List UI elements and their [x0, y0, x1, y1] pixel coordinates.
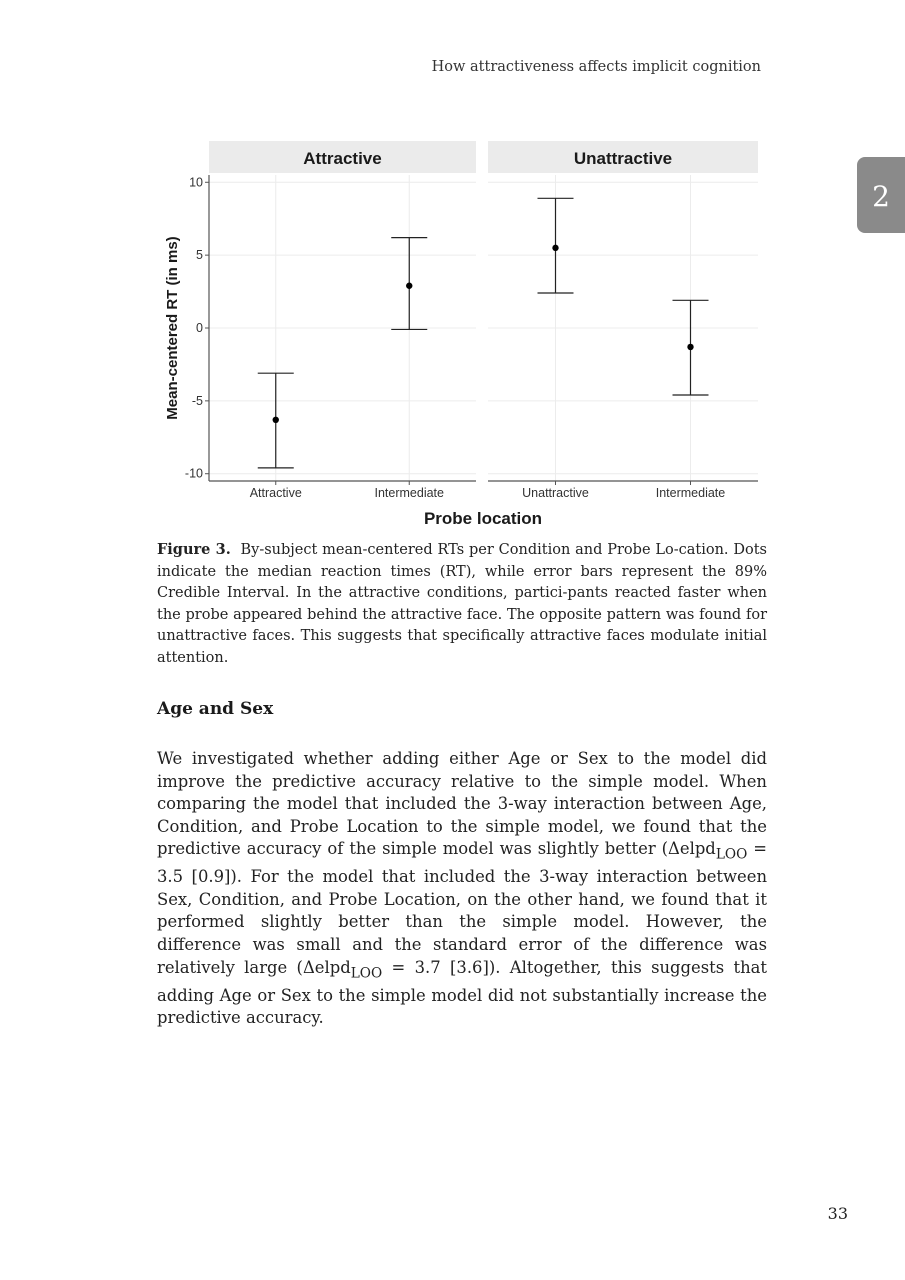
y-tick-label: 5 — [196, 248, 203, 263]
y-tick-label: 10 — [189, 175, 203, 190]
caption-text: By-subject mean-centered RTs per Condition and Probe Lo-cation. Dots indicate the median reaction times (RT), while error bars represent the 89% Credible Interval. In the attractive conditions, partici-pants reacted faster when the probe appeared behind the attractive face. The opposite pattern was found for unattractive faces. This suggests that specifically attractive faces modulate initial attention. — [157, 542, 767, 666]
paragraph-part-1: We investigated whether adding either Age or Sex to the model did improve the predictive accuracy relative to the simple model. When comparing the model that included the 3-way interaction between Age, Condition, and Probe Location to the simple model, we found that the predictive accuracy of the simple model was slightly better (Δelpd — [157, 749, 767, 859]
facet-label: Unattractive — [573, 149, 673, 168]
page-number: 33 — [827, 1204, 848, 1223]
y-tick-label: -5 — [191, 393, 203, 408]
median-point — [687, 344, 693, 350]
panel-unattractive — [488, 141, 758, 500]
chapter-tab[interactable]: 2 — [857, 157, 905, 233]
section-heading: Age and Sex — [157, 699, 274, 719]
body-paragraph — [157, 748, 767, 1030]
x-tick-label: Intermediate — [374, 486, 444, 500]
subscript-loo-2: LOO — [350, 964, 383, 981]
figure-3 — [155, 138, 767, 535]
errorbar-chart — [155, 138, 767, 535]
median-point — [552, 245, 558, 251]
x-tick-label: Unattractive — [522, 486, 589, 500]
paragraph-part-2: = 3.5 [0.9]). For the model that included the 3-way interaction between Sex, Condition, and Probe Location, on the other hand, we found that it performed slightly better than the simple model. However, the difference was small and the standard error of the difference was relatively large (Δelpd — [157, 839, 767, 977]
subscript-loo-1: LOO — [715, 846, 748, 863]
paragraph-part-3: = 3.7 [3.6]). Altogether, this suggests that adding Age or Sex to the simple model did not substantially increase the predictive accuracy. — [157, 957, 767, 1028]
running-head: How attractiveness affects implicit cognition — [431, 59, 761, 75]
y-tick-label: 0 — [196, 321, 203, 335]
facet-label: Attractive — [303, 149, 382, 168]
x-tick-label: Intermediate — [655, 486, 726, 500]
panel-attractive — [209, 141, 476, 500]
median-point — [406, 283, 412, 289]
figure-caption — [157, 539, 767, 669]
median-point — [273, 417, 279, 423]
caption-label: Figure 3. — [157, 541, 231, 558]
y-tick-label: -10 — [184, 466, 203, 481]
x-axis-title: Probe location — [423, 509, 543, 528]
y-axis-title: Mean-centered RT (in ms) — [164, 236, 181, 420]
x-tick-label: Attractive — [249, 486, 302, 500]
